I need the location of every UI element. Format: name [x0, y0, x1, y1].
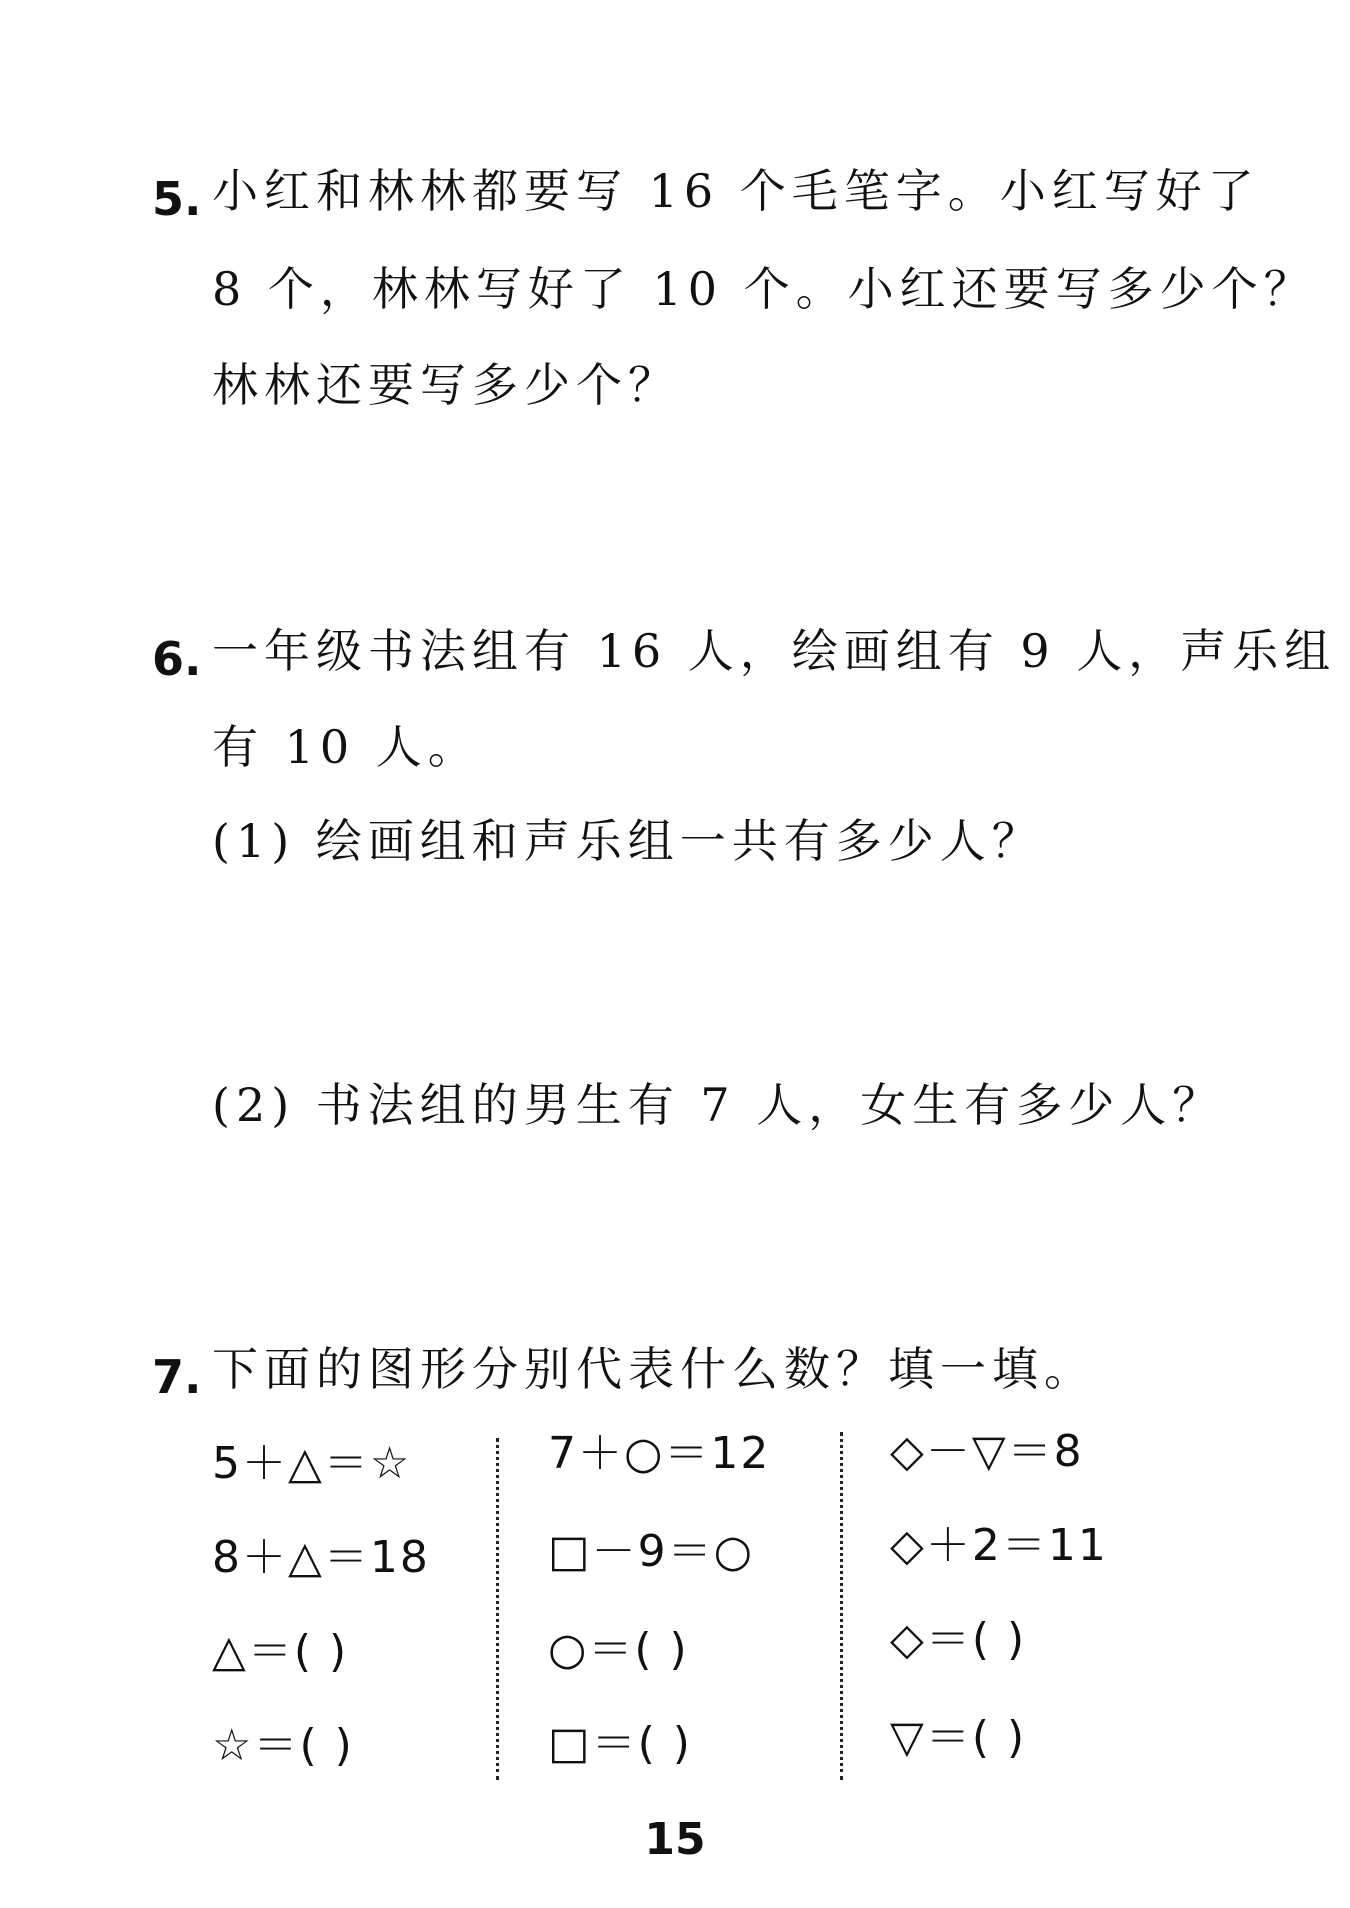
q7-col2-answer-circle: ○＝( ) [548, 1624, 689, 1675]
question-7-number: 7. [152, 1350, 202, 1404]
question-5-number: 5. [152, 172, 202, 226]
column-divider-1 [496, 1438, 499, 1780]
q7-col1-answer-triangle: △＝( ) [212, 1626, 349, 1677]
q7-col3-answer-down-triangle: ▽＝( ) [890, 1712, 1027, 1763]
question-5-line-1: 小红和林林都要写 16 个毛笔字。小红写好了 [212, 164, 1260, 218]
q7-col2-eq1: 7＋○＝12 [548, 1428, 771, 1479]
q7-col1-eq1: 5＋△＝☆ [212, 1438, 412, 1489]
question-6-line-1: 一年级书法组有 16 人，绘画组有 9 人，声乐组 [212, 624, 1337, 678]
q7-col2-eq2: □－9＝○ [548, 1526, 754, 1577]
q7-col3-answer-diamond: ◇＝( ) [890, 1614, 1027, 1665]
q7-col1-answer-star: ☆＝( ) [212, 1720, 354, 1771]
question-6-sub-1: (1) 绘画组和声乐组一共有多少人？ [212, 814, 1044, 868]
question-6-line-2: 有 10 人。 [212, 720, 480, 774]
question-5-line-3: 林林还要写多少个？ [212, 358, 680, 412]
page-number: 15 [644, 1814, 706, 1865]
question-7-prompt: 下面的图形分别代表什么数？填一填。 [212, 1342, 1096, 1396]
q7-col3-eq2: ◇＋2＝11 [890, 1520, 1108, 1571]
q7-col1-eq2: 8＋△＝18 [212, 1532, 430, 1583]
question-5-line-2: 8 个，林林写好了 10 个。小红还要写多少个？ [212, 262, 1316, 316]
question-6-number: 6. [152, 632, 202, 686]
question-6-sub-2: (2) 书法组的男生有 7 人，女生有多少人？ [212, 1078, 1225, 1132]
q7-col3-eq1: ◇－▽＝8 [890, 1426, 1084, 1477]
q7-col2-answer-square: □＝( ) [548, 1718, 692, 1769]
column-divider-2 [840, 1432, 843, 1780]
